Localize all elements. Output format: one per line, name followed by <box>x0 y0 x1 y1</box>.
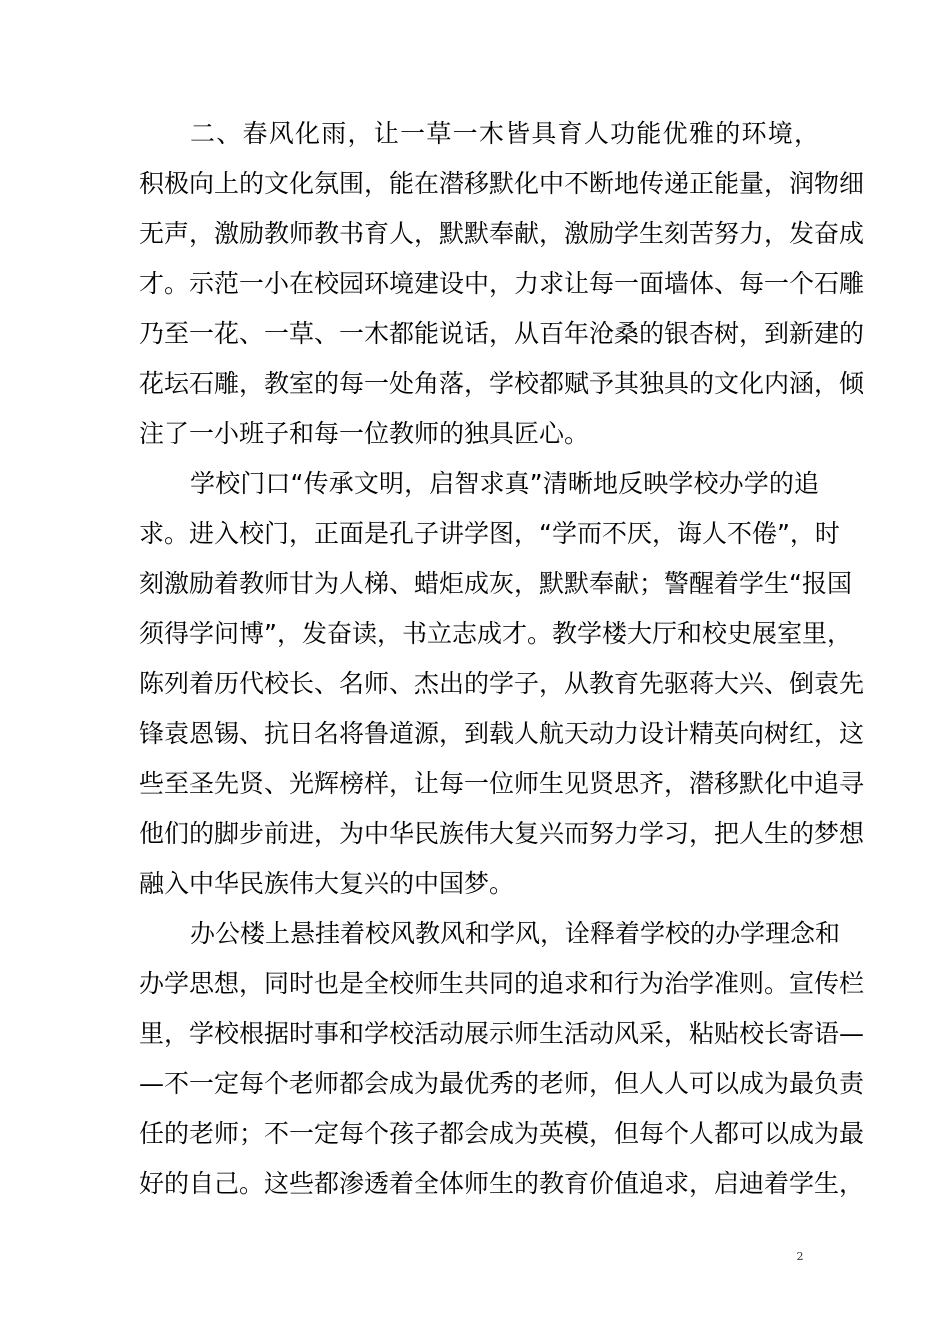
paragraph-3-line-3: 里，学校根据时事和学校活动展示师生活动风采，粘贴校长寄语— <box>139 1019 865 1048</box>
paragraph-3-line-6: 好的自己。这些都渗透着全体师生的教育价值追求，启迪着学生， <box>139 1169 865 1198</box>
paragraph-3-line-1: 办公楼上悬挂着校风教风和学风，诠释着学校的办学理念和 <box>190 919 841 948</box>
paragraph-2-line-5: 陈列着历代校长、名师、杰出的学子，从教育先驱蒋大兴、倒袁先 <box>139 669 865 698</box>
paragraph-2-line-9: 融入中华民族伟大复兴的中国梦。 <box>139 869 515 898</box>
paragraph-2-line-2: 求。进入校门，正面是孔子讲学图，“学而不厌，诲人不倦”，时 <box>139 519 840 548</box>
paragraph-1-line-5: 乃至一花、一草、一木都能说话，从百年沧桑的银杏树，到新建的 <box>139 319 865 348</box>
paragraph-1-line-2: 积极向上的文化氛围，能在潜移默化中不断地传递正能量，润物细 <box>139 169 865 198</box>
paragraph-3-line-5: 任的老师；不一定每个孩子都会成为英模，但每个人都可以成为最 <box>139 1119 865 1148</box>
paragraph-2-line-1: 学校门口“传承文明，启智求真”清晰地反映学校办学的追 <box>190 469 819 498</box>
paragraph-2-line-3: 刻激励着教师甘为人梯、蜡炬成灰，默默奉献；警醒着学生“报国 <box>139 569 852 598</box>
paragraph-2-line-6: 锋袁恩锡、抗日名将鲁道源，到载人航天动力设计精英向树红，这 <box>139 719 865 748</box>
paragraph-1-line-3: 无声，激励教师教书育人，默默奉献，激励学生刻苦努力，发奋成 <box>139 219 865 248</box>
paragraph-2-line-7: 些至圣先贤、光辉榜样，让每一位师生见贤思齐，潜移默化中追寻 <box>139 769 865 798</box>
paragraph-1-line-6: 花坛石雕，教室的每一处角落，学校都赋予其独具的文化内涵，倾 <box>139 369 865 398</box>
paragraph-3-line-4: —不一定每个老师都会成为最优秀的老师，但人人可以成为最负责 <box>139 1069 865 1098</box>
paragraph-1-line-7: 注了一小班子和每一位教师的独具匠心。 <box>139 419 590 448</box>
paragraph-1-line-1: 二、春风化雨，让一草一木皆具育人功能优雅的环境， <box>190 119 819 148</box>
paragraph-2-line-8: 他们的脚步前进，为中华民族伟大复兴而努力学习，把人生的梦想 <box>139 819 865 848</box>
paragraph-2-line-4: 须得学问博”，发奋读，书立志成才。教学楼大厅和校史展室里， <box>139 619 852 648</box>
page-number: 2 <box>796 1250 804 1263</box>
paragraph-1-line-4: 才。示范一小在校园环境建设中，力求让每一面墙体、每一个石雕 <box>139 269 865 298</box>
paragraph-3-line-2: 办学思想，同时也是全校师生共同的追求和行为治学准则。宣传栏 <box>139 969 865 998</box>
